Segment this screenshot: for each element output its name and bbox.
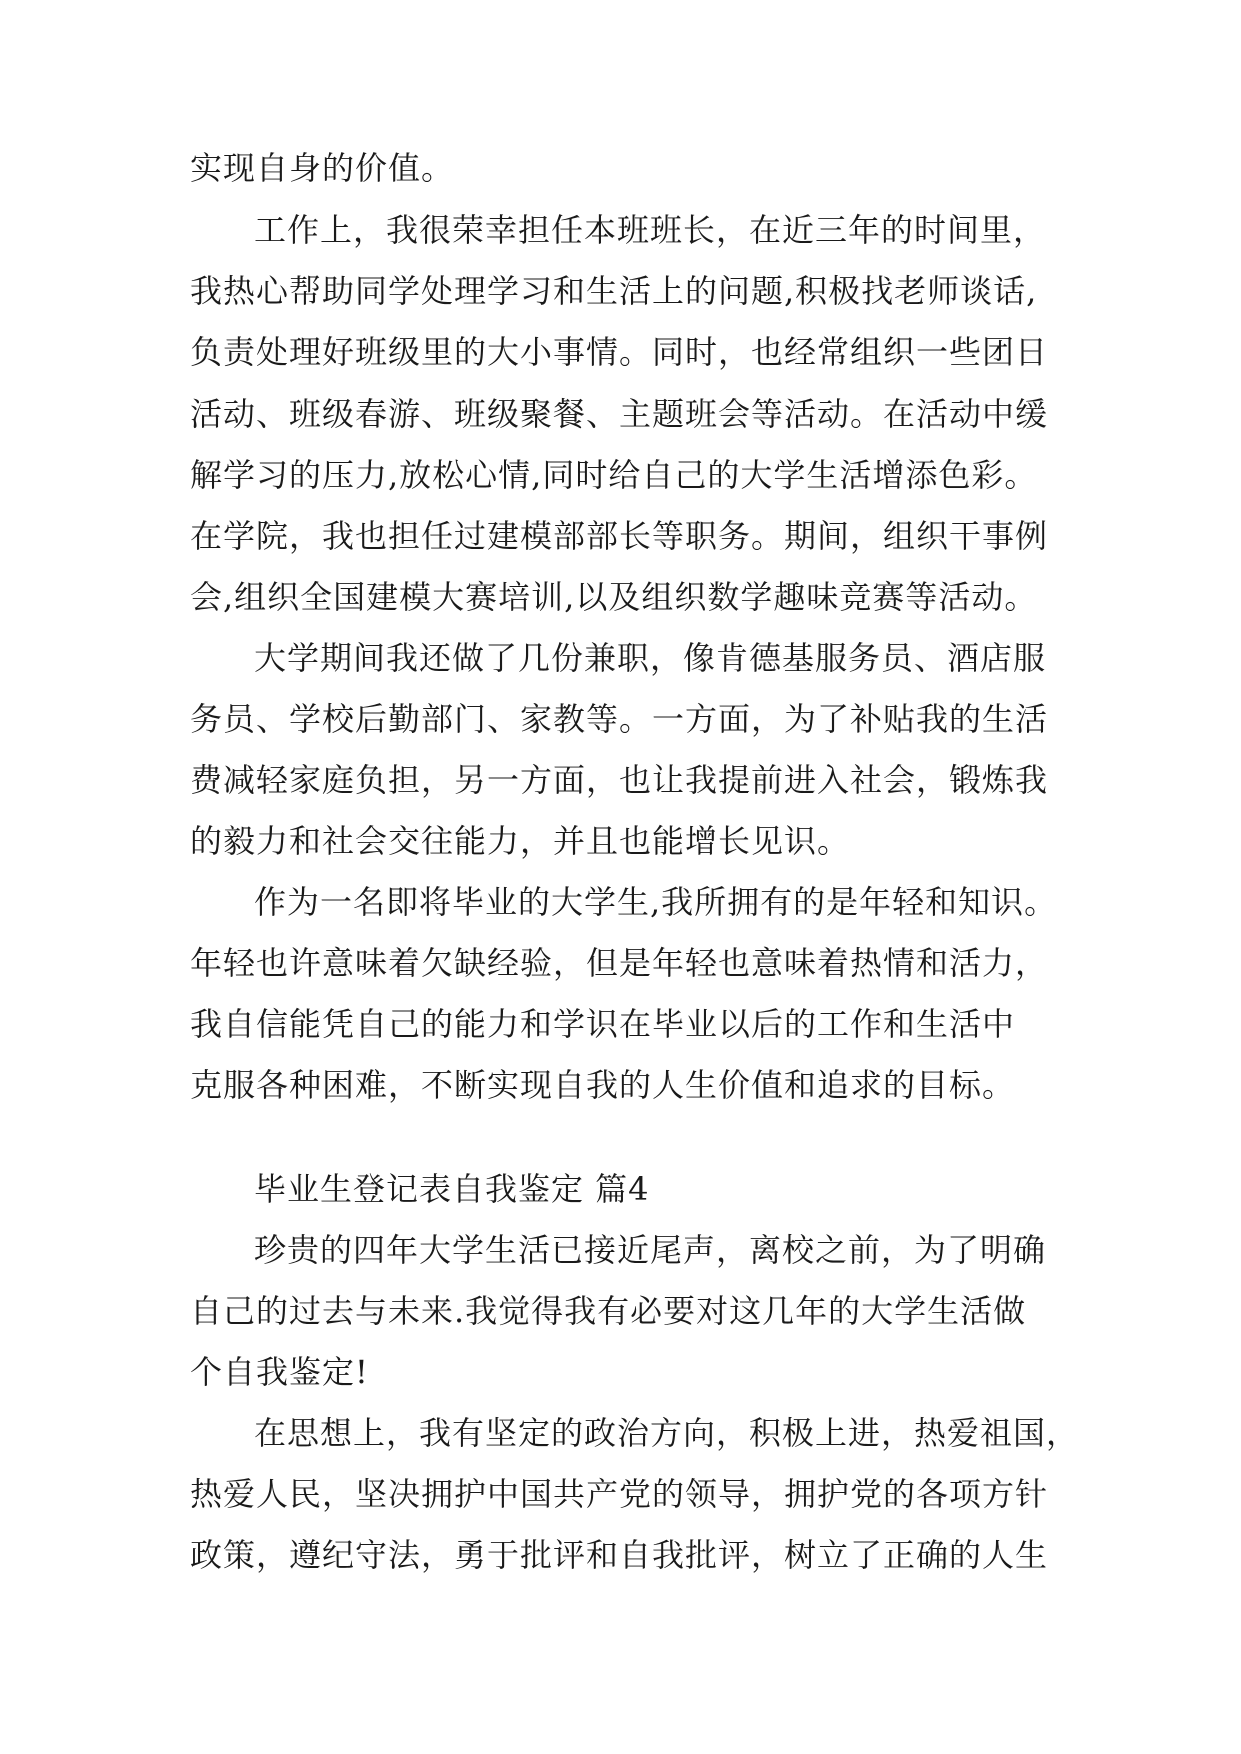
text-line: 个自我鉴定! — [190, 1353, 369, 1391]
text-line: 政策，遵纪守法，勇于批评和自我批评，树立了正确的人生 — [190, 1536, 1049, 1574]
text-line: 我自信能凭自己的能力和学识在毕业以后的工作和生活中 — [190, 1005, 1016, 1043]
text-line: 在学院，我也担任过建模部部长等职务。期间，组织干事例 — [190, 517, 1049, 555]
paragraph-first-line: 在思想上，我有坚定的政治方向，积极上进，热爱祖国， — [254, 1414, 1080, 1452]
paragraph-first-line: 珍贵的四年大学生活已接近尾声，离校之前，为了明确 — [254, 1231, 1047, 1269]
section-heading: 毕业生登记表自我鉴定 篇4 — [254, 1170, 650, 1208]
text-line: 会,组织全国建模大赛培训,以及组织数学趣味竞赛等活动。 — [190, 578, 1038, 616]
paragraph-first-line: 作为一名即将毕业的大学生,我所拥有的是年轻和知识。 — [254, 883, 1058, 921]
text-line: 的毅力和社会交往能力，并且也能增长见识。 — [190, 822, 851, 860]
text-line: 解学习的压力,放松心情,同时给自己的大学生活增添色彩。 — [190, 456, 1038, 494]
text-line: 活动、班级春游、班级聚餐、主题班会等活动。在活动中缓 — [190, 395, 1049, 433]
paragraph-first-line: 工作上，我很荣幸担任本班班长，在近三年的时间里， — [254, 211, 1047, 249]
text-line: 我热心帮助同学处理学习和生活上的问题,积极找老师谈话, — [190, 272, 1038, 310]
paragraph-first-line: 大学期间我还做了几份兼职，像肯德基服务员、酒店服 — [254, 639, 1047, 677]
text-line: 热爱人民，坚决拥护中国共产党的领导，拥护党的各项方针 — [190, 1475, 1049, 1513]
text-line: 务员、学校后勤部门、家教等。一方面，为了补贴我的生活 — [190, 700, 1049, 738]
text-line: 年轻也许意味着欠缺经验，但是年轻也意味着热情和活力， — [190, 944, 1049, 982]
text-line: 费减轻家庭负担，另一方面，也让我提前进入社会，锻炼我 — [190, 761, 1049, 799]
text-line: 克服各种困难，不断实现自我的人生价值和追求的目标。 — [190, 1066, 1016, 1104]
text-line: 实现自身的价值。 — [190, 149, 455, 187]
text-line: 自己的过去与未来.我觉得我有必要对这几年的大学生活做 — [190, 1292, 1027, 1330]
text-line: 负责处理好班级里的大小事情。同时，也经常组织一些团日 — [190, 333, 1049, 371]
